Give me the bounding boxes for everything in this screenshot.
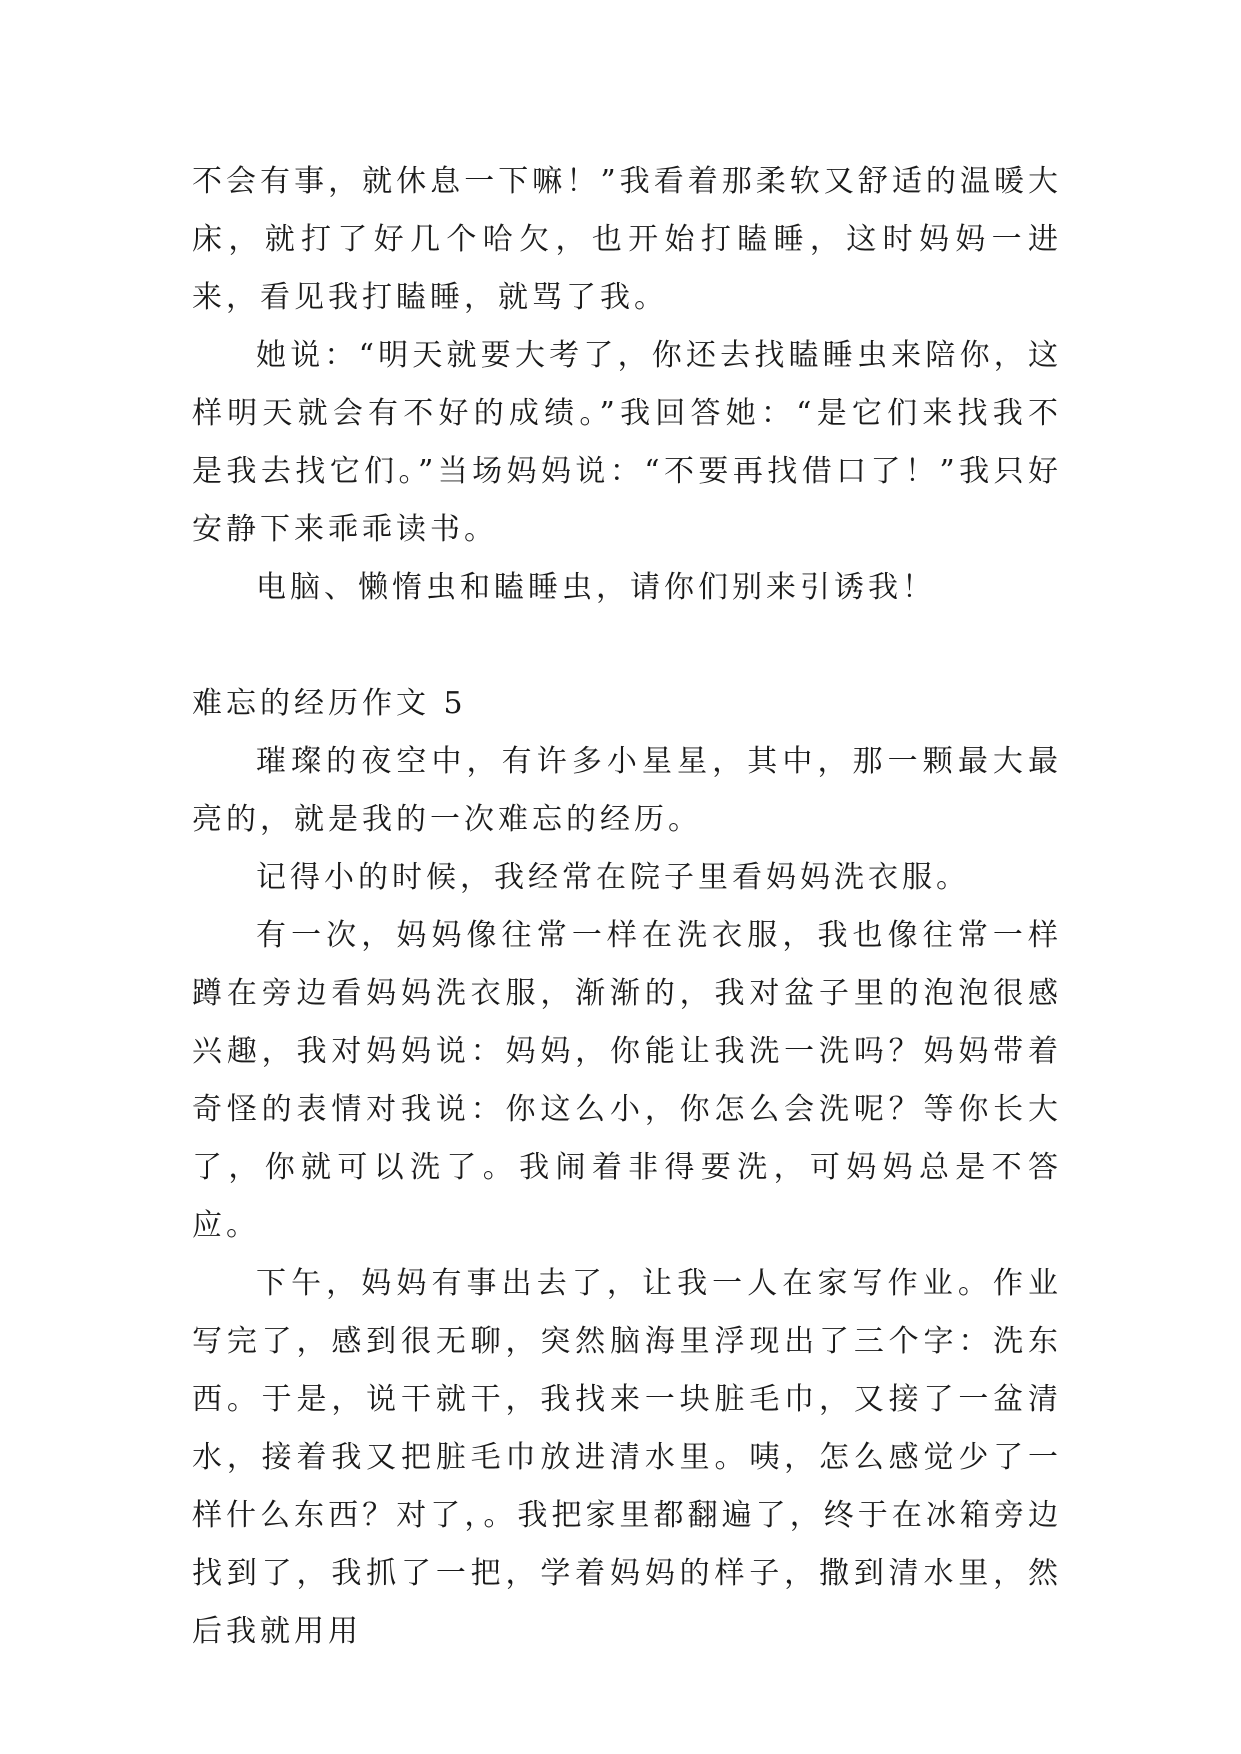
section-title: 难忘的经历作文 5	[192, 686, 467, 721]
paragraph: 电脑、懒惰虫和瞌睡虫，请你们别来引诱我！	[256, 570, 936, 605]
paragraph: 她说：“明天就要大考了，你还去找瞌睡虫来陪你，这样明天就会有不好的成绩。”我回答她：“是它们来找我不是我去找它们。”当场妈妈说：“不要再找借口了！”我只好安静下来乖乖读书。	[192, 338, 1062, 547]
paragraph: 记得小的时候，我经常在院子里看妈妈洗衣服。	[256, 860, 970, 895]
section-spacer	[192, 617, 1062, 675]
paragraph: 下午，妈妈有事出去了，让我一人在家写作业。作业写完了，感到很无聊，突然脑海里浮现出了三个字：洗东西。于是，说干就干，我找来一块脏毛巾，又接了一盆清水，接着我又把脏毛巾放进清水里。咦，怎么感觉少了一样什么东西？对了，。我把家里都翻遍了，终于在冰箱旁边找到了，我抓了一把，学着妈妈的样子，撒到清水里，然后我就用用	[192, 1266, 1062, 1649]
document-body	[192, 153, 1062, 1661]
paragraph-continued: 不会有事，就休息一下嘛！”我看着那柔软又舒适的温暖大床，就打了好几个哈欠，也开始打瞌睡，这时妈妈一进来，看见我打瞌睡，就骂了我。	[192, 164, 1062, 315]
paragraph: 璀璨的夜空中，有许多小星星，其中，那一颗最大最亮的，就是我的一次难忘的经历。	[192, 744, 1062, 837]
paragraph: 有一次，妈妈像往常一样在洗衣服，我也像往常一样蹲在旁边看妈妈洗衣服，渐渐的，我对盆子里的泡泡很感兴趣，我对妈妈说：妈妈，你能让我洗一洗吗？妈妈带着奇怪的表情对我说：你这么小，你怎么会洗呢？等你长大了，你就可以洗了。我闹着非得要洗，可妈妈总是不答应。	[192, 918, 1062, 1243]
